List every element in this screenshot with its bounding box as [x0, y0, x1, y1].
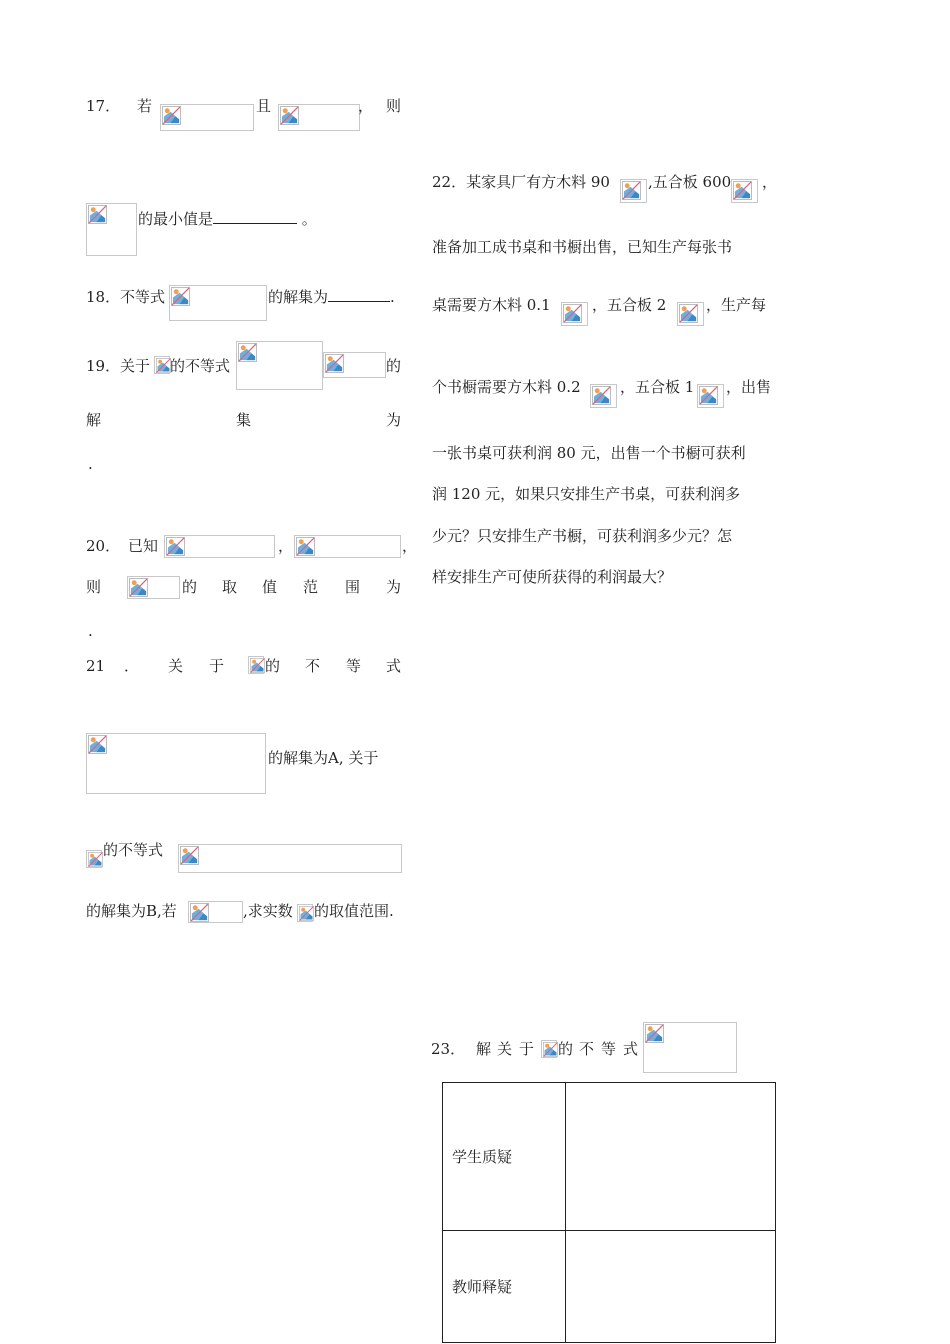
broken-image-icon	[679, 304, 698, 323]
formula-image	[236, 341, 323, 390]
table-cell-label: 教师释疑	[443, 1231, 566, 1343]
formula-image	[169, 285, 267, 321]
question-text: 式	[386, 657, 402, 675]
question-text: ，五合板 2	[592, 296, 667, 314]
question-text: 22．某家具厂有方木料 90	[432, 173, 610, 191]
formula-image	[561, 302, 588, 326]
question-text: ，	[402, 537, 418, 555]
question-text: 集	[236, 411, 252, 429]
broken-image-icon	[645, 1024, 664, 1043]
question-text: 式	[623, 1040, 639, 1058]
question-text: 不	[579, 1040, 595, 1058]
variable-image	[248, 656, 264, 674]
question-text: 的	[558, 1040, 574, 1058]
question-text: 不等式	[120, 288, 166, 306]
broken-image-icon	[250, 658, 265, 673]
question-text: 的取值范围.	[314, 902, 394, 920]
question-text: 的解集为 .	[268, 288, 395, 306]
broken-image-icon	[699, 386, 718, 405]
question-text: 则	[386, 97, 402, 115]
question-text: ，出售	[726, 378, 772, 396]
question-text: 的解集为B,若	[86, 902, 177, 920]
question-text: .	[88, 622, 93, 640]
question-text: ，	[358, 97, 374, 115]
broken-image-icon	[238, 343, 257, 362]
answer-blank	[328, 287, 390, 302]
question-text: 的最小值是 。	[138, 210, 317, 228]
question-text: ，	[762, 173, 778, 191]
question-text: 等	[346, 657, 362, 675]
broken-image-icon	[280, 106, 299, 125]
answer-blank	[213, 209, 297, 224]
question-number: 17．	[86, 97, 121, 115]
question-text: 关	[168, 657, 184, 675]
broken-image-icon	[88, 852, 103, 867]
question-text: 关于	[120, 357, 151, 375]
question-text: 已知	[128, 537, 159, 555]
formula-image	[86, 733, 266, 794]
question-text: 不	[305, 657, 321, 675]
question-text: 润 120 元，如果只安排生产书桌，可获利润多	[432, 485, 741, 503]
formula-image	[188, 901, 243, 923]
broken-image-icon	[162, 106, 181, 125]
question-text: 的不等式	[170, 357, 231, 375]
formula-image	[731, 179, 758, 203]
broken-image-icon	[543, 1042, 558, 1057]
question-number: 21	[86, 657, 106, 675]
question-text: 于	[209, 657, 225, 675]
question-text: 为	[386, 411, 402, 429]
question-text: 准备加工成书桌和书橱出售，已知生产每张书	[432, 238, 733, 256]
question-text: 取	[222, 578, 238, 596]
question-text: 围	[345, 578, 361, 596]
variable-image	[154, 356, 170, 374]
broken-image-icon	[190, 903, 209, 922]
broken-image-icon	[622, 181, 641, 200]
question-text: 桌需要方木料 0.1	[432, 296, 551, 314]
formula-image	[677, 302, 704, 326]
question-number: 18．	[86, 288, 121, 306]
question-text: ，五合板 1	[620, 378, 695, 396]
formula-image	[620, 179, 647, 203]
question-text: 若	[137, 97, 153, 115]
question-text: 为	[386, 578, 402, 596]
formula-image	[278, 104, 360, 131]
formula-image	[323, 352, 386, 378]
broken-image-icon	[88, 205, 107, 224]
question-text: 的	[182, 578, 198, 596]
question-text: 则	[86, 578, 102, 596]
question-text: 且	[256, 97, 272, 115]
question-text: 个书橱需要方木料 0.2	[432, 378, 581, 396]
question-text: 范	[303, 578, 319, 596]
question-text: ，	[278, 537, 294, 555]
question-text: ,五合板 600	[648, 173, 732, 191]
broken-image-icon	[171, 287, 190, 306]
question-text: 值	[262, 578, 278, 596]
table-cell-content	[566, 1231, 776, 1343]
question-text: 的	[265, 657, 281, 675]
question-number: 19．	[86, 357, 121, 375]
question-text: 样安排生产可使所获得的利润最大？	[432, 568, 673, 586]
question-number: 23．	[431, 1040, 466, 1058]
question-text: ,求实数	[243, 902, 293, 920]
broken-image-icon	[129, 578, 148, 597]
question-text: 解	[476, 1040, 492, 1058]
formula-image	[164, 535, 275, 558]
formula-image	[643, 1022, 737, 1073]
variable-image	[297, 904, 313, 922]
variable-image	[86, 850, 102, 868]
question-text: 关	[497, 1040, 513, 1058]
question-text: .	[88, 455, 93, 473]
question-text: 等	[601, 1040, 617, 1058]
question-text: ．	[124, 657, 140, 675]
broken-image-icon	[299, 906, 314, 921]
qa-table	[442, 1082, 776, 1343]
broken-image-icon	[180, 846, 199, 865]
broken-image-icon	[166, 537, 185, 556]
formula-image	[590, 384, 617, 408]
table-row	[443, 1231, 776, 1343]
question-text: 于	[519, 1040, 535, 1058]
question-text: 的不等式	[103, 841, 164, 859]
broken-image-icon	[296, 537, 315, 556]
formula-image	[86, 203, 137, 256]
question-text: 少元？只安排生产书橱，可获利润多少元？怎	[432, 527, 733, 545]
formula-image	[178, 844, 402, 873]
table-cell-label: 学生质疑	[443, 1083, 566, 1231]
broken-image-icon	[88, 735, 107, 754]
question-number: 20．	[86, 537, 121, 555]
formula-image	[127, 576, 180, 599]
table-row	[443, 1083, 776, 1231]
question-text: 解	[86, 411, 102, 429]
broken-image-icon	[733, 181, 752, 200]
question-text: 的解集为A, 关于	[268, 749, 379, 767]
question-text: 一张书桌可获利润 80 元，出售一个书橱可获利	[432, 444, 746, 462]
broken-image-icon	[563, 304, 582, 323]
formula-image	[294, 535, 401, 558]
broken-image-icon	[325, 354, 344, 373]
broken-image-icon	[592, 386, 611, 405]
question-text: 的	[386, 357, 402, 375]
formula-image	[697, 384, 724, 408]
table-cell-content	[566, 1083, 776, 1231]
broken-image-icon	[156, 358, 171, 373]
question-text: ，生产每	[706, 296, 767, 314]
variable-image	[541, 1040, 557, 1058]
formula-image	[160, 104, 254, 131]
